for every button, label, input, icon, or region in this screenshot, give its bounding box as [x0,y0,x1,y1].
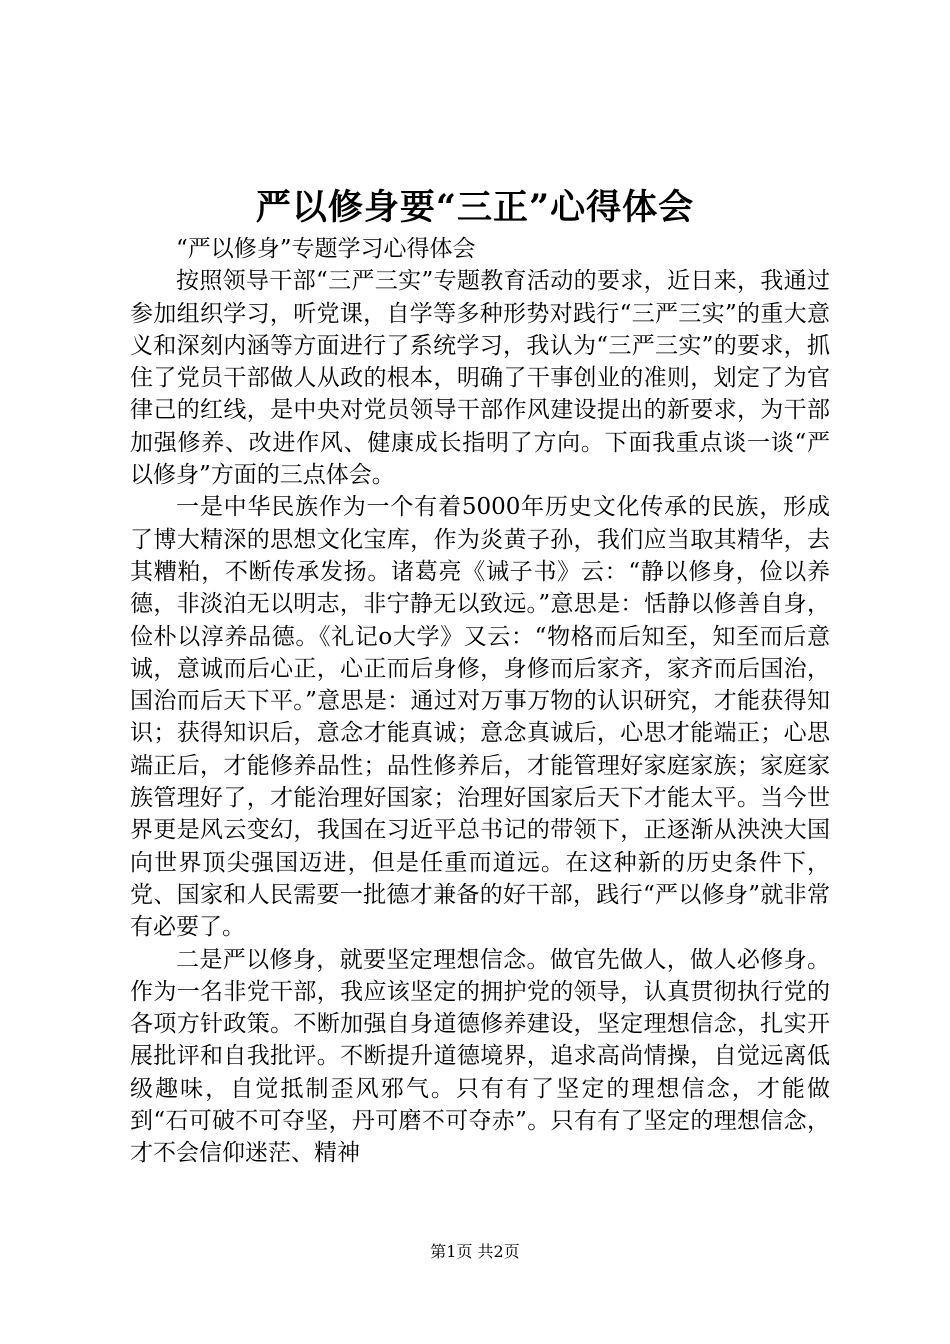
point-one-paragraph: 一是中华民族作为一个有着5000年历史文化传承的民族，形成了博大精深的思想文化宝库，作为炎黄子孙，我们应当取其精华，去其糟粕，不断传承发扬。诸葛亮《诫子书》云：“静以修身，俭以养德，非淡泊无以明志，非宁静无以致远。”意思是：恬静以修善自身，俭朴以淳养品德。《礼记o大学》又云：“物格而后知至，知至而后意诚，意诚而后心正，心正而后身修，身修而后家齐，家齐而后国治，国治而后天下平。”意思是：通过对万事万物的认识研究，才能获得知识；获得知识后，意念才能真诚；意念真诚后，心思才能端正；心思端正后，才能修养品性；品性修养后，才能管理好家庭家族；家庭家族管理好了，才能治理好国家；治理好国家后天下才能太平。当今世界更是风云变幻，我国在习近平总书记的带领下，正逐渐从泱泱大国向世界顶尖强国迈进，但是任重而道远。在这种新的历史条件下，党、国家和人民需要一批德才兼备的好干部，践行“严以修身”就非常有必要了。 [130,494,830,941]
intro-paragraph: 按照领导干部“三严三实”专题教育活动的要求，近日来，我通过参加组织学习，听党课，自学等多种形势对践行“三严三实”的重大意义和深刻内涵等方面进行了系统学习，我认为“三严三实”的要求，抓住了党员干部做人从政的根本，明确了干事创业的准则，划定了为官律己的红线，是中央对党员领导干部作风建设提出的新要求，为干部加强修养、改进作风、健康成长指明了方向。下面我重点谈一谈“严以修身”方面的三点体会。 [130,268,830,489]
document-body [130,233,830,1170]
document-title: 严以修身要“三正”心得体会 [255,187,695,228]
page-footer: 第1页 共2页 [430,1242,520,1261]
subtitle-paragraph: “严以修身”专题学习心得体会 [176,236,476,262]
point-two-paragraph: 二是严以修身，就要坚定理想信念。做官先做人，做人必修身。作为一名非党干部，我应该坚定的拥护党的领导，认真贯彻执行党的各项方针政策。不断加强自身道德修养建设，坚定理想信念，扎实开展批评和自我批评。不断提升道德境界，追求高尚情操，自觉远离低级趣味，自觉抵制歪风邪气。只有有了坚定的理想信念，才能做到“石可破不可夺坚，丹可磨不可夺赤”。只有有了坚定的理想信念，才不会信仰迷茫、精神 [130,946,830,1167]
